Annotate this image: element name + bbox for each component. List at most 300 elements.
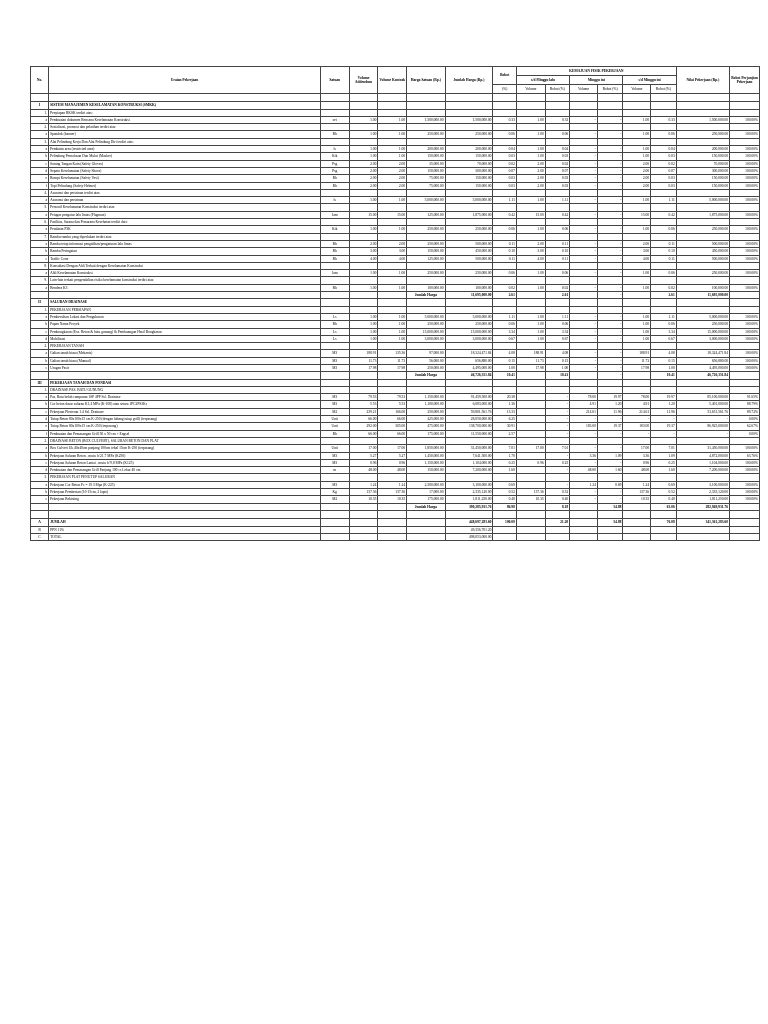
table-cell <box>597 386 623 393</box>
table-cell <box>378 519 407 526</box>
table-cell <box>407 533 445 540</box>
table-cell: 100.00% <box>730 270 760 277</box>
table-cell: 0.10 <box>545 248 570 255</box>
header-harga-satuan: Harga Satuan (Rp.) <box>407 67 445 94</box>
table-cell: 4.00 <box>516 255 545 262</box>
table-cell: A <box>31 519 49 526</box>
table-cell: Spanduk (banner) <box>49 131 321 138</box>
table-cell: 1.00 <box>349 284 378 291</box>
header-bobot-perjanjian: Bobot Perjanjian Pekerjaan <box>730 67 760 94</box>
table-cell: 1.60 <box>493 467 516 474</box>
table-cell: M3 <box>320 459 349 466</box>
table-cell <box>320 262 349 269</box>
table-cell <box>516 138 545 145</box>
table-cell: 214.61 <box>623 408 651 415</box>
table-cell <box>407 109 445 116</box>
table-cell: 1.00 <box>378 270 407 277</box>
table-cell: 2.00 <box>349 167 378 174</box>
table-cell: b <box>31 153 49 160</box>
table-cell: Urugan Pasir <box>49 364 321 371</box>
table-cell: 100.00% <box>730 350 760 357</box>
table-cell: 0.02 <box>651 284 677 291</box>
table-cell: 100,000.00 <box>445 284 493 291</box>
table-cell: 11.73 <box>623 357 651 364</box>
table-cell <box>445 386 493 393</box>
table-cell <box>623 306 651 313</box>
table-cell <box>349 379 378 386</box>
table-cell: 450,000.00 <box>445 248 493 255</box>
table-cell <box>545 386 570 393</box>
table-cell <box>651 219 677 226</box>
table-cell: 2.00 <box>349 160 378 167</box>
table-cell: 188.91 <box>349 350 378 357</box>
table-cell: 1.11 <box>493 313 516 320</box>
table-cell: 10.41 <box>545 372 570 379</box>
table-cell <box>31 372 49 379</box>
table-cell <box>570 299 598 306</box>
table-cell: 188.91 <box>516 350 545 357</box>
table-cell <box>349 510 378 518</box>
table-cell: 19.97 <box>651 394 677 401</box>
table-cell: Alat Pelindung Kerja Dan Alat Pelindung Diri terdiri atas: <box>49 138 321 145</box>
table-cell: 1.00 <box>378 197 407 204</box>
table-cell: - <box>570 182 598 189</box>
table-cell <box>545 219 570 226</box>
table-cell: 15,000,000.00 <box>445 328 493 335</box>
table-cell <box>31 292 49 299</box>
table-cell <box>597 109 623 116</box>
table-cell: 0.42 <box>493 211 516 218</box>
section-row <box>31 299 760 306</box>
table-cell: - <box>597 167 623 174</box>
table-cell <box>623 343 651 350</box>
header-sd-minggu-ini: s/d Minggu ini <box>623 76 676 85</box>
table-cell: 1.00 <box>516 116 545 123</box>
table-cell: - <box>545 416 570 423</box>
table-cell: 450,000.00 <box>676 248 729 255</box>
table-cell <box>378 277 407 284</box>
table-cell <box>493 306 516 313</box>
table-cell <box>378 189 407 196</box>
table-cell: 100.00% <box>730 197 760 204</box>
table-cell: 100.00% <box>730 146 760 153</box>
table-cell <box>623 503 651 510</box>
table-cell <box>623 379 651 386</box>
header-minggu-ini: Minggu ini <box>570 76 623 85</box>
table-row <box>31 459 760 466</box>
table-cell: - <box>570 146 598 153</box>
table-cell <box>349 124 378 131</box>
table-cell: 250,000.00 <box>407 240 445 247</box>
table-cell <box>730 277 760 284</box>
table-cell: 7,641,500.00 <box>445 452 493 459</box>
table-cell <box>445 437 493 444</box>
table-cell <box>407 526 445 533</box>
table-cell: a <box>31 284 49 291</box>
table-cell: - <box>597 211 623 218</box>
header-no: No. <box>31 67 49 94</box>
table-cell: 100.00% <box>730 489 760 496</box>
table-cell: 4.08 <box>493 350 516 357</box>
table-cell: DRAINASE BETON (BOX CULVERT), SALURAN BETON DAN PLAT <box>49 437 321 444</box>
table-cell: 656,880.00 <box>445 357 493 364</box>
table-cell: 0.52 <box>651 489 677 496</box>
table-cell <box>570 474 598 481</box>
table-cell: - <box>570 445 598 452</box>
subsection-row <box>31 189 760 196</box>
table-cell <box>516 233 545 240</box>
table-cell: Jumlah Harga <box>407 292 445 299</box>
table-cell: PEKERJAAN PLAT PENUTUP SALURAN <box>49 474 321 481</box>
header-uraian: Uraian Pekerjaan <box>49 67 321 94</box>
table-cell: 46,726,351.84 <box>445 372 493 379</box>
table-cell <box>623 102 651 109</box>
table-cell: 425,000.00 <box>407 416 445 423</box>
table-cell: 2,335,120.00 <box>676 489 729 496</box>
table-cell: 1.00 <box>378 226 407 233</box>
table-cell <box>545 262 570 269</box>
table-cell: - <box>570 489 598 496</box>
table-cell: 48.00 <box>570 467 598 474</box>
table-cell <box>349 233 378 240</box>
table-cell: 54.88 <box>597 503 623 510</box>
table-cell <box>516 386 545 393</box>
table-cell: M3 <box>320 357 349 364</box>
table-cell: Bh <box>320 284 349 291</box>
table-cell <box>320 109 349 116</box>
table-row <box>31 146 760 153</box>
table-cell: 500,000.00 <box>445 240 493 247</box>
table-row <box>31 94 760 102</box>
table-cell: - <box>597 116 623 123</box>
table-cell: 1.00 <box>623 146 651 153</box>
table-cell: a <box>31 481 49 488</box>
table-row <box>31 408 760 415</box>
table-cell: 0.10 <box>493 248 516 255</box>
table-cell: Jumlah Harga <box>407 372 445 379</box>
table-cell: 150,000.00 <box>445 153 493 160</box>
table-cell: 100.00% <box>730 167 760 174</box>
table-cell <box>445 138 493 145</box>
table-cell <box>597 102 623 109</box>
table-cell: 31,450,000.00 <box>676 445 729 452</box>
table-cell <box>623 219 651 226</box>
table-cell <box>445 233 493 240</box>
table-cell: - <box>597 131 623 138</box>
table-cell: a <box>31 116 49 123</box>
table-cell <box>516 408 545 415</box>
table-cell: 1.00 <box>516 131 545 138</box>
table-cell: Pekerjaan Saluran Beton Lantai , mutu fc'9,8 MPa (K125) <box>49 459 321 466</box>
table-cell <box>623 519 651 526</box>
table-cell <box>623 474 651 481</box>
table-cell <box>545 510 570 518</box>
table-cell <box>407 189 445 196</box>
table-cell: 0.33 <box>493 116 516 123</box>
table-cell <box>651 262 677 269</box>
table-cell <box>516 423 545 430</box>
table-cell: 150,000.00 <box>445 182 493 189</box>
table-cell: 1.20 <box>597 401 623 408</box>
table-cell: 66.00 <box>349 430 378 437</box>
table-cell: 0.04 <box>651 146 677 153</box>
table-cell: 1.24 <box>349 481 378 488</box>
table-cell <box>570 519 598 526</box>
table-cell: Bh <box>320 182 349 189</box>
table-cell: 100.00% <box>730 211 760 218</box>
table-cell: 341,361,283.60 <box>676 519 729 526</box>
table-cell <box>651 510 677 518</box>
table-cell: 100.00% <box>730 175 760 182</box>
table-cell: 0.11 <box>651 240 677 247</box>
table-cell <box>570 138 598 145</box>
table-cell: 1.00 <box>516 226 545 233</box>
table-cell: c <box>31 459 49 466</box>
table-cell: Unit <box>320 416 349 423</box>
table-cell: Bendera K3 <box>49 284 321 291</box>
table-cell: 5,000,000.00 <box>407 313 445 320</box>
table-row <box>31 416 760 423</box>
table-cell <box>516 189 545 196</box>
table-cell: 0.42 <box>545 211 570 218</box>
table-cell: 390,285,931.76 <box>445 503 493 510</box>
table-cell: - <box>570 350 598 357</box>
table-cell: Psg <box>320 160 349 167</box>
table-cell: e <box>31 175 49 182</box>
table-cell: 0.06 <box>545 270 570 277</box>
table-cell: 0.00% <box>730 430 760 437</box>
table-cell <box>545 299 570 306</box>
table-cell <box>49 94 321 102</box>
table-cell: 10.35 <box>378 496 407 503</box>
table-cell <box>730 372 760 379</box>
table-cell <box>545 204 570 211</box>
table-cell <box>493 437 516 444</box>
table-cell <box>651 437 677 444</box>
subsection-row <box>31 109 760 116</box>
table-cell: 1.00 <box>349 321 378 328</box>
table-row <box>31 321 760 328</box>
table-cell: Pembatas area (restricted area) <box>49 146 321 153</box>
table-cell: a <box>31 197 49 204</box>
table-cell: 53,651,561.76 <box>676 408 729 415</box>
table-cell: Unit <box>320 445 349 452</box>
table-cell <box>493 343 516 350</box>
table-cell <box>623 299 651 306</box>
table-cell: 135.36 <box>378 350 407 357</box>
table-cell <box>545 343 570 350</box>
table-cell: - <box>597 197 623 204</box>
table-cell: 0.96 <box>516 459 545 466</box>
header-bobot: Bobot <box>493 67 516 85</box>
table-cell <box>623 526 651 533</box>
table-cell: 0.15 <box>651 357 677 364</box>
table-cell: 0.06 <box>493 226 516 233</box>
table-cell: 59,801,561.76 <box>445 408 493 415</box>
table-cell: c <box>31 364 49 371</box>
table-cell: 17,000.00 <box>407 489 445 496</box>
table-cell <box>445 204 493 211</box>
table-cell <box>349 519 378 526</box>
progress-table <box>30 66 760 541</box>
table-cell: Bh <box>320 430 349 437</box>
table-cell <box>570 379 598 386</box>
table-cell: 76.08 <box>651 519 677 526</box>
table-cell: Rambu tetap informasi pengalihan/pengaturan lalu lintas <box>49 240 321 247</box>
subsection-row <box>31 233 760 240</box>
table-cell: Pembuatan dan Pemasangan Grill 50 x 50 cm + Engsel <box>49 430 321 437</box>
table-cell: 1.00 <box>623 131 651 138</box>
table-cell: 100.00% <box>730 240 760 247</box>
table-cell: - <box>597 240 623 247</box>
table-cell: 4,495,000.00 <box>676 364 729 371</box>
table-cell: ls <box>320 197 349 204</box>
table-cell: 5,000,000.00 <box>407 197 445 204</box>
table-cell <box>730 503 760 510</box>
table-cell <box>730 124 760 131</box>
table-row <box>31 160 760 167</box>
table-cell <box>320 343 349 350</box>
table-cell: 1.00 <box>623 270 651 277</box>
table-cell <box>676 526 729 533</box>
table-cell: - <box>570 226 598 233</box>
table-cell <box>623 233 651 240</box>
table-cell: - <box>597 270 623 277</box>
table-cell: - <box>570 211 598 218</box>
table-cell <box>349 292 378 299</box>
table-cell <box>651 124 677 131</box>
table-cell: - <box>597 153 623 160</box>
table-cell <box>623 292 651 299</box>
table-cell: 1.11 <box>545 313 570 320</box>
table-cell: 5.53 <box>349 401 378 408</box>
table-cell: 183.00 <box>623 423 651 430</box>
table-cell <box>378 94 407 102</box>
table-cell: 15.00 <box>349 211 378 218</box>
table-cell: 48.00 <box>623 467 651 474</box>
table-cell <box>31 503 49 510</box>
table-cell: 1.24 <box>623 481 651 488</box>
table-cell: Peralatan P3K <box>49 226 321 233</box>
table-cell: 1.00 <box>349 153 378 160</box>
table-row <box>31 313 760 320</box>
header-volume-ini: Volume <box>570 85 598 94</box>
table-cell: Pembuatan dokumen Rencana Keselamatan Konstruksi <box>49 116 321 123</box>
table-cell: 1.00 <box>516 197 545 204</box>
table-cell <box>545 526 570 533</box>
table-cell <box>445 277 493 284</box>
table-cell <box>597 437 623 444</box>
table-cell: - <box>570 430 598 437</box>
table-cell: 3.00 <box>378 248 407 255</box>
table-cell: - <box>570 335 598 342</box>
table-cell: - <box>597 175 623 182</box>
table-cell: 0.07 <box>493 167 516 174</box>
table-cell: - <box>570 131 598 138</box>
table-cell: 0.67 <box>493 335 516 342</box>
table-cell: 0.42 <box>651 211 677 218</box>
table-cell: 11.96 <box>651 408 677 415</box>
table-cell: M3 <box>320 401 349 408</box>
table-cell: 2.00 <box>349 182 378 189</box>
table-row <box>31 255 760 262</box>
table-cell: - <box>570 270 598 277</box>
table-cell: 15,000,000.00 <box>407 328 445 335</box>
table-cell: 250,000.00 <box>407 131 445 138</box>
table-cell: 1.00 <box>623 284 651 291</box>
table-cell: - <box>570 357 598 364</box>
table-cell: 2.00 <box>349 240 378 247</box>
table-cell: 2.00 <box>623 167 651 174</box>
table-cell: - <box>545 481 570 488</box>
table-cell: M3 <box>320 452 349 459</box>
table-cell <box>407 277 445 284</box>
table-cell <box>407 138 445 145</box>
table-cell <box>570 343 598 350</box>
table-cell <box>378 109 407 116</box>
table-row <box>31 445 760 452</box>
table-cell <box>730 109 760 116</box>
table-cell <box>320 204 349 211</box>
table-cell <box>516 277 545 284</box>
table-cell: - <box>570 255 598 262</box>
table-cell: 1.00 <box>516 270 545 277</box>
table-cell: 1,104,000.00 <box>445 459 493 466</box>
table-cell: 11,550,000.00 <box>445 430 493 437</box>
table-cell: 54.88 <box>597 519 623 526</box>
table-cell: Tutup Beton 80x100x15 cm K-250 (terpasang) <box>49 423 321 430</box>
table-cell: f <box>31 430 49 437</box>
table-cell <box>49 372 321 379</box>
table-cell: 200,000.00 <box>676 146 729 153</box>
table-cell: 5,000,000.00 <box>676 313 729 320</box>
header-bobot-ini: Bobot (%) <box>597 85 623 94</box>
table-cell: 1.00 <box>378 146 407 153</box>
table-cell: - <box>597 248 623 255</box>
table-cell: 0.11 <box>493 240 516 247</box>
table-cell: Jam <box>320 211 349 218</box>
table-cell: 1.00 <box>493 364 516 371</box>
table-cell: 0.25 <box>493 459 516 466</box>
table-cell <box>676 277 729 284</box>
table-cell: - <box>545 401 570 408</box>
table-cell: c <box>31 496 49 503</box>
table-cell <box>597 277 623 284</box>
subsection-row <box>31 219 760 226</box>
table-cell: 1.00 <box>623 328 651 335</box>
table-cell: c <box>31 160 49 167</box>
table-cell <box>730 533 760 540</box>
table-cell: 4,872,000.00 <box>676 452 729 459</box>
table-cell: 125,000.00 <box>407 211 445 218</box>
table-cell: 89.72% <box>730 408 760 415</box>
table-cell <box>676 379 729 386</box>
table-cell <box>349 474 378 481</box>
table-cell <box>651 189 677 196</box>
table-cell: DRAINASE PAS. BATU GUNUNG <box>49 386 321 393</box>
table-cell <box>516 219 545 226</box>
table-cell: Petugas pengatur lalu lintas (Flagman) <box>49 211 321 218</box>
table-cell: 2.00 <box>378 240 407 247</box>
table-cell <box>407 262 445 269</box>
table-cell: 0.06 <box>651 131 677 138</box>
table-cell <box>407 219 445 226</box>
table-cell: 17.98 <box>378 364 407 371</box>
table-cell <box>445 262 493 269</box>
table-header <box>31 67 760 94</box>
table-cell: 4.00 <box>623 255 651 262</box>
table-row <box>31 131 760 138</box>
